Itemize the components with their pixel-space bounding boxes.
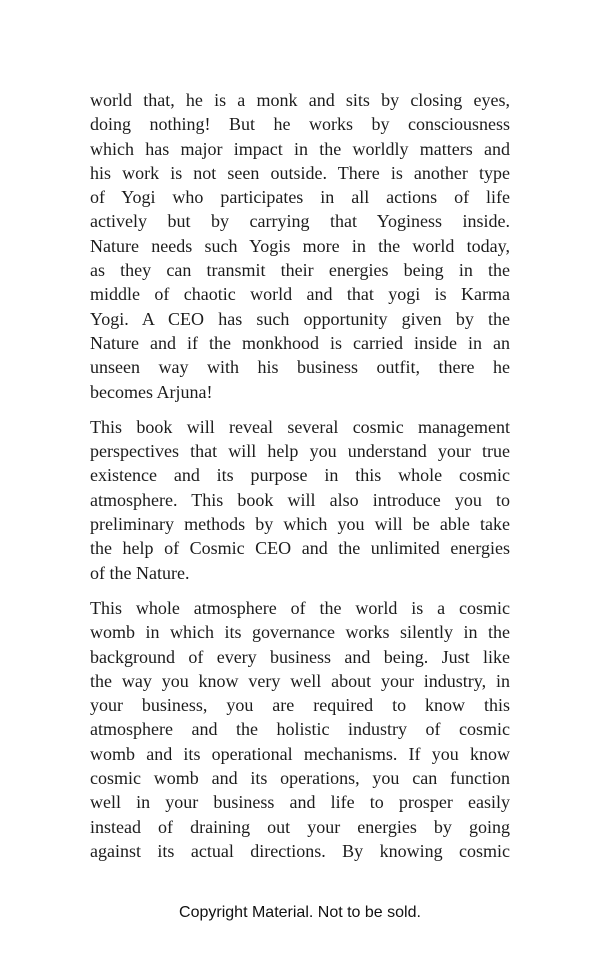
text-line: Nature needs such Yogis more in the world today, — [90, 235, 510, 256]
text-line: Nature and if the monkhood is carried inside in an — [90, 332, 510, 353]
text-line: This book will reveal several cosmic management — [90, 416, 510, 437]
text-line: becomes Arjuna! — [90, 381, 213, 402]
text-line: Yogi. A CEO has such opportunity given by the — [90, 308, 510, 329]
text-line: background of every business and being. Just like — [90, 646, 510, 667]
text-line: middle of chaotic world and that yogi is Karma — [90, 284, 510, 305]
paragraph-3 — [90, 596, 510, 863]
text-line: atmosphere. This book will also introduce you to — [90, 489, 510, 510]
text-line: womb and its operational mechanisms. If you know — [90, 743, 510, 764]
text-line: of the Nature. — [90, 562, 190, 583]
text-line: existence and its purpose in this whole cosmic — [90, 465, 510, 486]
text-line: cosmic womb and its operations, you can function — [90, 768, 510, 789]
text-line: preliminary methods by which you will be able take — [90, 514, 510, 535]
text-line: his work is not seen outside. There is another type — [90, 162, 510, 183]
text-line: well in your business and life to prosper easily — [90, 792, 510, 813]
text-line: atmosphere and the holistic industry of cosmic — [90, 719, 510, 740]
text-line: of Yogi who participates in all actions of life — [90, 187, 510, 208]
text-line: world that, he is a monk and sits by closing eyes, — [90, 90, 510, 110]
text-line: This whole atmosphere of the world is a cosmic — [90, 597, 510, 618]
text-line: which has major impact in the worldly matters and — [90, 138, 510, 159]
text-line: unseen way with his business outfit, there he — [90, 357, 510, 378]
paragraph-2 — [90, 415, 510, 585]
copyright-footer: Copyright Material. Not to be sold. — [179, 904, 421, 921]
text-line: as they can transmit their energies being in the — [90, 260, 510, 281]
text-line: actively but by carrying that Yoginess inside. — [90, 211, 510, 232]
text-line: against its actual directions. By knowing cosmic — [90, 840, 510, 861]
text-line: perspectives that will help you understand your true — [90, 441, 510, 462]
text-line: womb in which its governance works silently in the — [90, 622, 510, 643]
text-line: doing nothing! But he works by consciousness — [90, 114, 510, 135]
text-line: your business, you are required to know this — [90, 695, 510, 716]
text-line: instead of draining out your energies by going — [90, 816, 510, 837]
paragraph-1 — [90, 88, 510, 404]
text-line: the help of Cosmic CEO and the unlimited energies — [90, 538, 510, 559]
page-body — [90, 88, 510, 874]
text-line: the way you know very well about your industry, in — [90, 670, 510, 691]
